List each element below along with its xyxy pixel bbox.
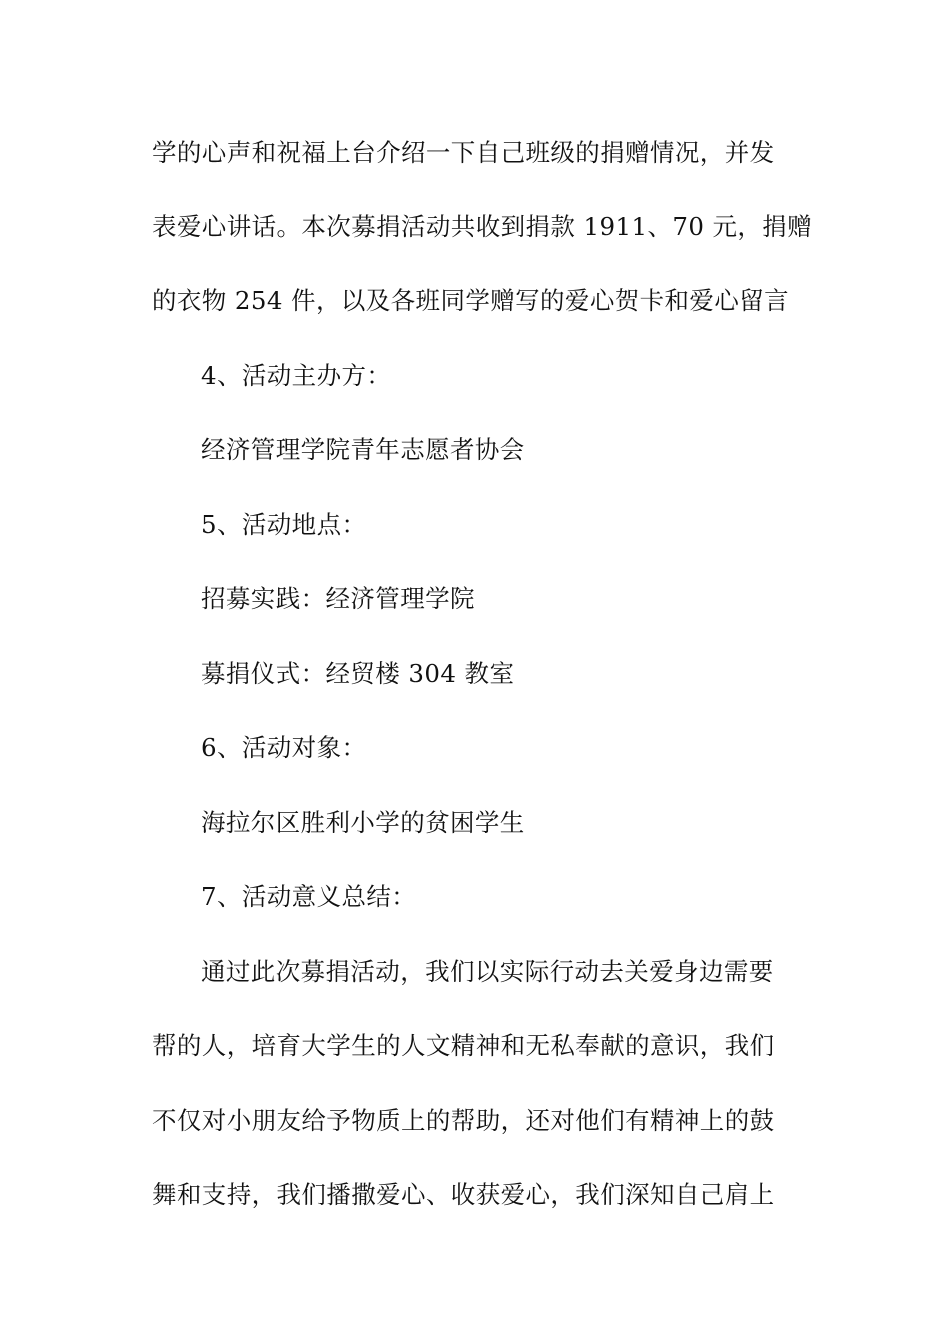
paragraph-line: 招募实践：经济管理学院 bbox=[201, 584, 475, 613]
paragraph-line: 帮的人，培育大学生的人文精神和无私奉献的意识，我们 bbox=[152, 1031, 775, 1060]
paragraph-line: 经济管理学院青年志愿者协会 bbox=[201, 435, 525, 464]
paragraph-line: 募捐仪式：经贸楼 304 教室 bbox=[201, 659, 515, 688]
paragraph-line: 不仅对小朋友给予物质上的帮助，还对他们有精神上的鼓 bbox=[152, 1106, 775, 1135]
section-heading: 7、活动意义总结： bbox=[201, 882, 417, 911]
paragraph-line: 舞和支持，我们播撒爱心、收获爱心，我们深知自己肩上 bbox=[152, 1180, 775, 1209]
paragraph-line: 海拉尔区胜利小学的贫困学生 bbox=[201, 808, 525, 837]
paragraph-line: 的衣物 254 件，以及各班同学赠写的爱心贺卡和爱心留言 bbox=[152, 286, 790, 315]
section-heading: 4、活动主办方： bbox=[201, 361, 392, 390]
section-heading: 6、活动对象： bbox=[201, 733, 367, 762]
paragraph-line: 表爱心讲话。本次募捐活动共收到捐款 1911、70 元，捐赠 bbox=[152, 212, 813, 241]
paragraph-line: 学的心声和祝福上台介绍一下自己班级的捐赠情况，并发 bbox=[152, 138, 775, 167]
paragraph-line: 通过此次募捐活动，我们以实际行动去关爱身边需要 bbox=[201, 957, 774, 986]
section-heading: 5、活动地点： bbox=[201, 510, 367, 539]
